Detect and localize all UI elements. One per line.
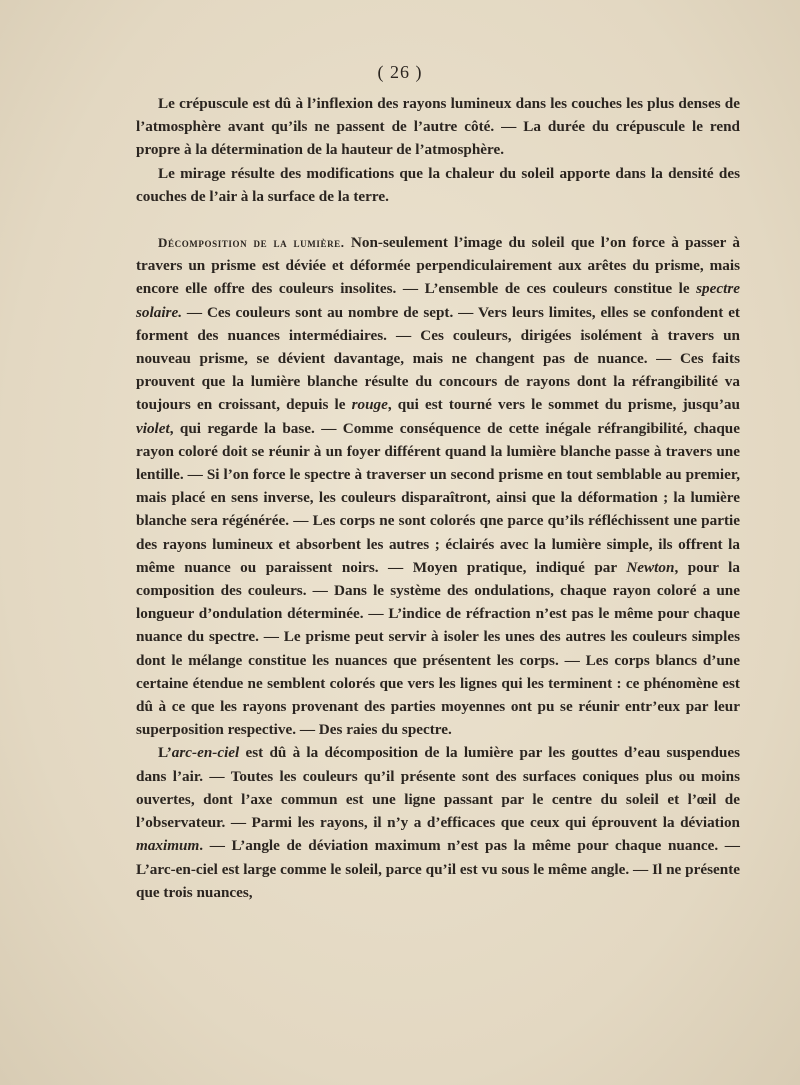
section-heading: Décomposition de la lumière. [158,235,345,251]
text-segment: Le mirage résulte des modifications que la chaleur du soleil apporte dans la densité des couches de l’air à la surface de la terre. [136,164,740,205]
italic-text: maximum [136,837,200,855]
paragraph-mirage [136,162,740,208]
text-segment: , qui est tourné vers le sommet du prisme, jusqu’au [387,396,740,414]
text-segment: , pour la composition des couleurs. — Dans le système des ondulations, chaque rayon coloré a une longueur d’ondulation déterminée. — L’indice de réfraction n’est pas le même pour chaque nuance du spectre. — Le prisme peut servir à isoler les unes des autres les couleurs simples dont le mélange constitue les nuances que présentent les corps. — Les corps blancs d’une certaine étendue ne semblent colorés que vers les lignes qui les terminent : ce phénomène est dû à ce que les rayons provenant des parties moyennes ont pu se réunir entr’eux par leur superposition respective. — Des raies du spectre. [136,558,740,739]
italic-text: arc-en-ciel [171,744,240,762]
page-number: ( 26 ) [377,62,423,82]
paragraph-decomposition [136,231,740,741]
italic-text: spectre solaire. [136,280,740,321]
text-segment: — Ces couleurs sont au nombre de sept. — Vers leurs limites, elles se confondent et forment des nuances intermédiaires. — Ces couleurs, dirigées isolément à travers un nouveau prisme, se dévient davantage, mais ne changent pas de nuance. — Ces faits prouvent que la lumière blanche résulte du concours de rayons dont la réfrangibilité va toujours en croissant, depuis le [136,303,740,414]
italic-text: Newton [626,558,675,576]
text-segment: Non-seulement l’image du soleil que l’on force à passer à travers un prisme est déviée et déformée perpendiculairement aux arêtes du prisme, mais encore elle offre des couleurs insolites. — L’ensemble de ces couleurs constitue le [136,234,740,298]
paragraph-arc-en-ciel [136,741,740,903]
text-segment: L’ [158,744,172,762]
text-segment: , qui regarde la base. — Comme conséquence de cette inégale réfrangibilité, chaque rayon coloré doit se réunir à un foyer différent quand la lumière blanche passe à travers une lentille. — Si l’on force le spectre à traverser un second prisme en tout semblable au premier, mais placé en sens inverse, les couleurs disparaîtront, ainsi que la déformation ; la lumière blanche sera régénérée. — Les corps ne sont colorés qne parce qu’ils réfléchissent une partie des rayons lumineux et absorbent les autres ; éclairés avec la lumière simple, ils offrent la même nuance ou paraissent noirs. — Moyen pratique, indiqué par [136,419,740,576]
italic-text: violet [136,419,170,437]
text-segment: . — L’angle de déviation maximum n’est pas la même pour chaque nuance. — L’arc-en-ciel est large comme le soleil, parce qu’il est vu sous le même angle. — Il ne présente que trois nuances, [136,837,740,901]
page-body [136,92,740,904]
text-segment: Le crépuscule est dû à l’inflexion des rayons lumineux dans les couches les plus denses de l’atmosphère avant qu’ils ne passent de l’autre côté. — La durée du crépuscule le rend propre à la détermination de la hauteur de l’atmosphère. [136,95,740,159]
text-segment: est dû à la décomposition de la lumière par les gouttes d’eau suspendues dans l’air. — Toutes les couleurs qu’il présente sont des surfaces coniques plus ou moins ouvertes, dont l’axe commun est une ligne passant par le centre du soleil et l’œil de l’observateur. — Parmi les rayons, il n’y a d’efficaces que ceux qui éprouvent la déviation [136,744,740,832]
italic-text: rouge [351,396,388,414]
paragraph-crepuscule [136,92,740,162]
